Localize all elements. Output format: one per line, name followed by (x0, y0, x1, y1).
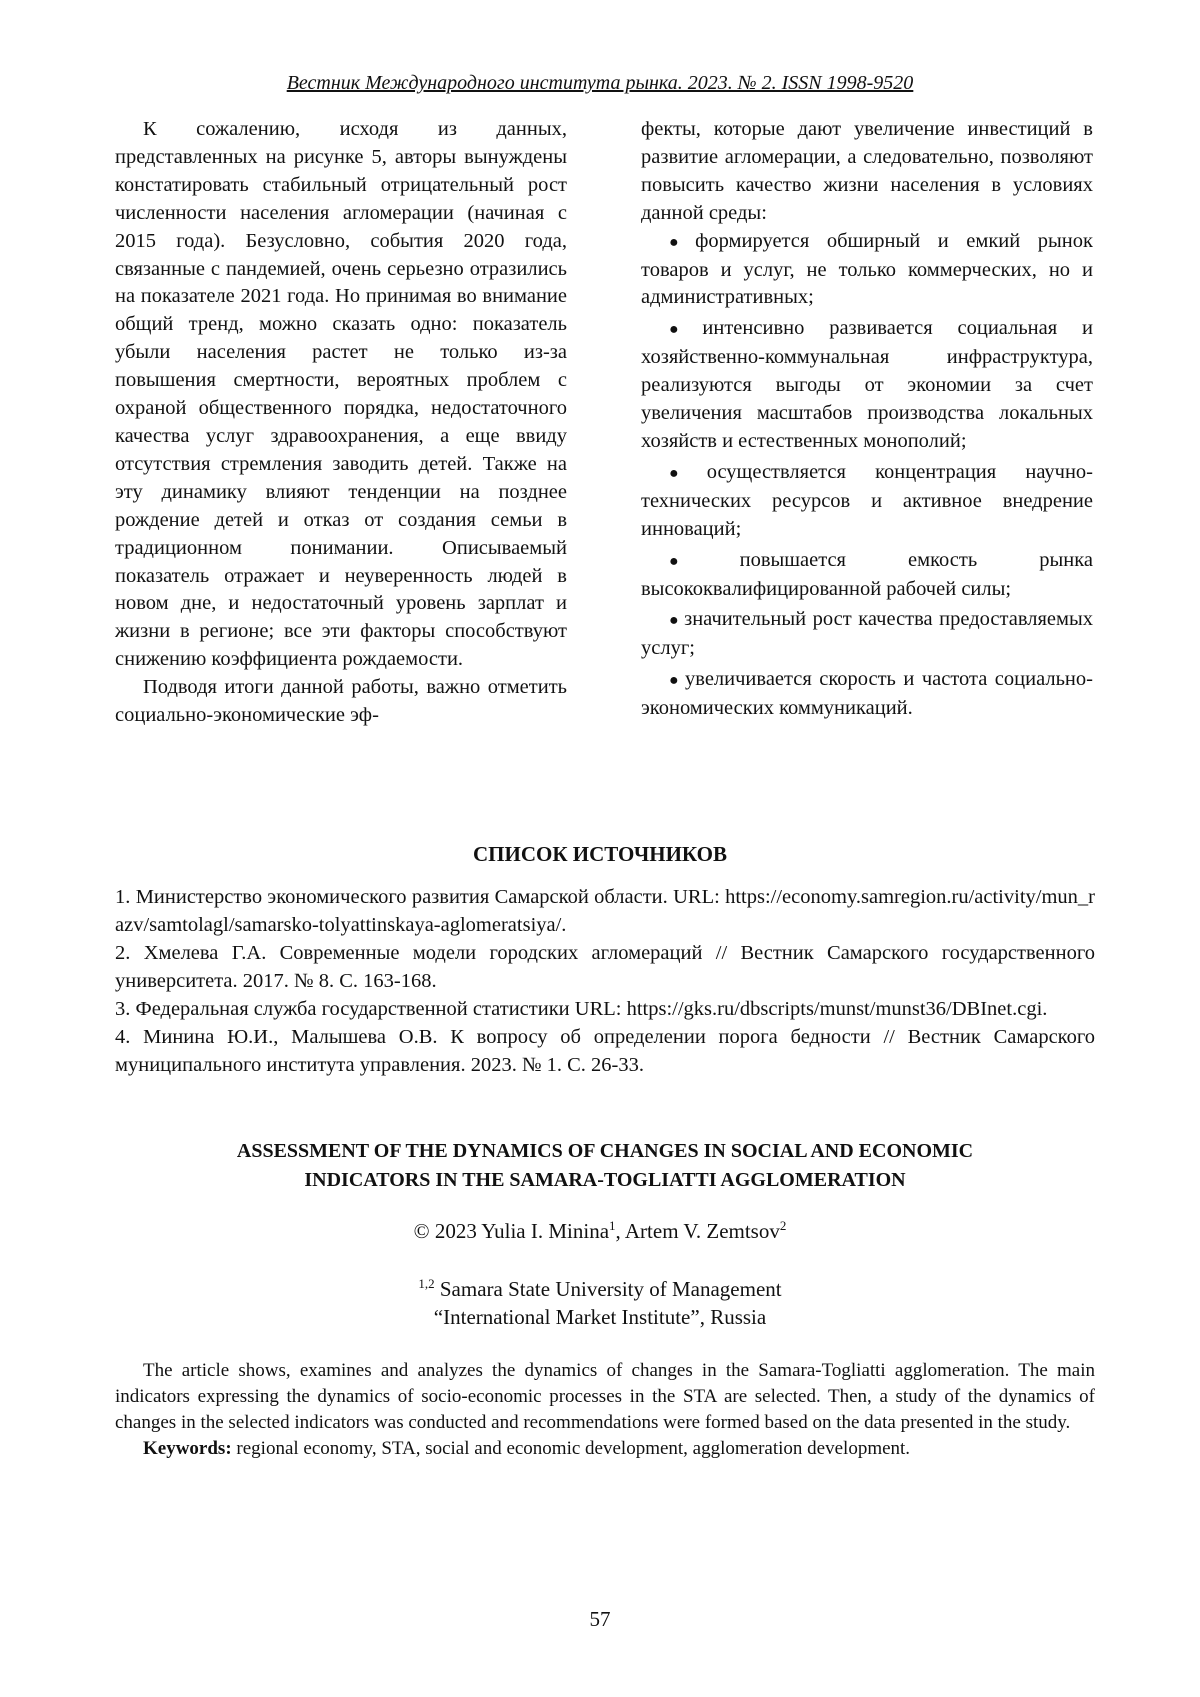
page-number: 57 (589, 1607, 611, 1631)
keywords-text: regional economy, STA, social and economic development, agglomeration development. (231, 1438, 911, 1459)
list-item (641, 666, 1093, 723)
journal-header: Вестник Международного института рынка. 2023. № 2. ISSN 1998-9520 (286, 72, 914, 94)
reference-item: 2. Хмелева Г.А. Современные модели городских агломераций // Вестник Самарского государственного университета. 2017. № 8. С. 163-168. (115, 942, 1095, 992)
affiliation (0, 1270, 1200, 1331)
reference-item: 3. Федеральная служба государственной статистики URL: https://gks.ru/dbscripts/munst/munst36/DBInet.cgi. (115, 998, 1048, 1020)
body-paragraph: К сожалению, исходя из данных, представленных на рисунке 5, авторы вынуждены констатировать стабильный отрицательный рост численности населения агломерации (начиная с 2015 года). Безусловно, события 2020 года, связанные с пандемией, очень серьезно отразились на показателе 2021 года. Но принимая во внимание общий тренд, можно сказать одно: показатель убыли населения растет не только из-за повышения смертности, вероятных проблем с охраной общественного порядка, недостаточного качества услуг здравоохранения, а еще ввиду отсутствия стремления заводить детей. Также на эту динамику влияют тенденции на позднее рождение детей и отказ от создания семьи в традиционном понимании. Описываемый показатель отражает и неуверенность людей в новом дне, и недостаточный уровень зарплат и жизни в регионе; все эти факторы способствуют снижению коэффициента рождаемости. (115, 118, 567, 671)
bullet-icon: ● (669, 321, 699, 339)
left-column (115, 116, 567, 730)
list-item-text: значительный рост качества предоставляемых услуг; (641, 608, 1093, 660)
english-title (115, 1137, 1095, 1195)
abstract (115, 1358, 1095, 1462)
english-title-line: ASSESSMENT OF THE DYNAMICS OF CHANGES IN SOCIAL AND ECONOMIC (236, 1140, 974, 1162)
affiliation-line: “International Market Institute”, Russia (433, 1305, 767, 1329)
affiliation-line: Samara State University of Management (434, 1277, 782, 1301)
bullet-icon: ● (669, 672, 682, 690)
reference-item: 4. Минина Ю.И., Малышева О.В. К вопросу об определении порога бедности // Вестник Самарского муниципального института управления. 2023. № 1. С. 26-33. (115, 1026, 1095, 1076)
keywords-label: Keywords: (143, 1438, 232, 1459)
list-item-text: повышается емкость рынка высококвалифицированной рабочей силы; (641, 548, 1093, 600)
author-line (0, 1218, 1200, 1244)
list-item (641, 606, 1093, 663)
bullet-icon: ● (669, 552, 736, 570)
body-paragraph: Подводя итоги данной работы, важно отметить социально-экономические эф- (115, 676, 567, 727)
right-column (641, 116, 1093, 726)
author-second: , Artem V. Zemtsov (615, 1219, 780, 1243)
bullet-icon: ● (669, 233, 692, 251)
english-title-line: INDICATORS IN THE SAMARA-TOGLIATTI AGGLOMERATION (304, 1169, 906, 1191)
author-superscript: 1 (609, 1218, 616, 1233)
effects-list (641, 228, 1093, 723)
list-item (641, 228, 1093, 313)
affiliation-superscript: 1,2 (418, 1276, 435, 1291)
author-superscript: 2 (779, 1218, 787, 1233)
bullet-icon: ● (669, 612, 681, 630)
references-title: СПИСОК ИСТОЧНИКОВ (473, 842, 727, 866)
list-item-text: осуществляется концентрация научно-технических ресурсов и активное внедрение инноваций; (641, 460, 1093, 540)
bullet-icon: ● (669, 464, 703, 482)
list-item (641, 547, 1093, 604)
references-list (115, 883, 1095, 1079)
list-item (641, 315, 1093, 456)
body-paragraph: фекты, которые дают увеличение инвестиций в развитие агломерации, а следовательно, позволяют повысить качество жизни населения в условиях данной среды: (641, 118, 1093, 224)
list-item-text: интенсивно развивается социальная и хозяйственно-коммунальная инфраструктура, реализуются выгоды от экономии за счет увеличения масштабов производства локальных хозяйств и естественных монополий; (641, 317, 1093, 452)
abstract-text: The article shows, examines and analyzes the dynamics of changes in the Samara-Togliatti agglomeration. The main indicators expressing the dynamics of socio-economic processes in the STA are selected. Then, a study of the dynamics of changes in the selected indicators was conducted and recommendations were formed based on the data presented in the study. (115, 1360, 1095, 1433)
keywords (115, 1436, 1095, 1462)
list-item (641, 459, 1093, 544)
reference-item: 1. Министерство экономического развития Самарской области. URL: https://economy.samregion.ru/activity/mun_razv/samtolagl/samarsko-tolyattinskaya-aglomeratsiya/. (115, 886, 1095, 936)
author-copyright: © 2023 Yulia I. Minina (413, 1219, 610, 1243)
list-item-text: увеличивается скорость и частота социально-экономических коммуникаций. (641, 668, 1093, 720)
list-item-text: формируется обширный и емкий рынок товаров и услуг, не только коммерческих, но и административных; (641, 229, 1093, 309)
